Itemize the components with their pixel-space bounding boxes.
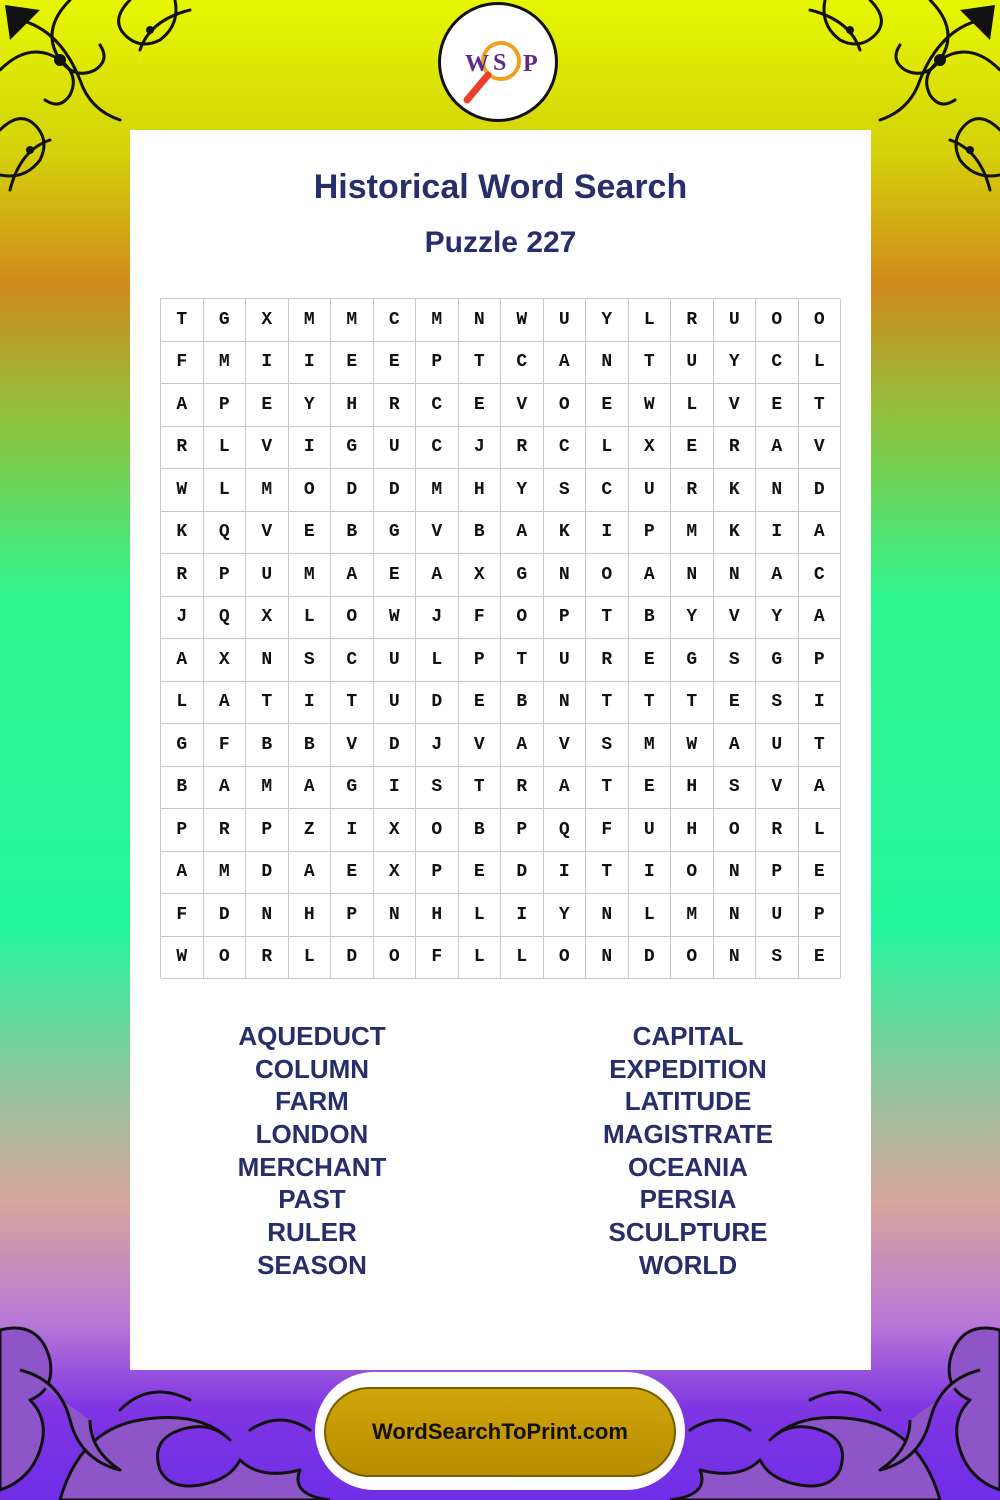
grid-cell[interactable]: B: [459, 512, 502, 555]
grid-cell[interactable]: E: [756, 384, 799, 427]
grid-cell[interactable]: I: [544, 852, 587, 895]
grid-cell[interactable]: D: [331, 937, 374, 980]
grid-cell[interactable]: I: [629, 852, 672, 895]
grid-cell[interactable]: T: [586, 852, 629, 895]
logo-letter-w: W: [465, 51, 489, 77]
grid-cell[interactable]: U: [756, 894, 799, 937]
grid-cell[interactable]: T: [799, 384, 842, 427]
grid-cell[interactable]: P: [501, 809, 544, 852]
puzzle-number: Puzzle 227: [424, 226, 577, 259]
grid-cell[interactable]: I: [331, 809, 374, 852]
grid-cell[interactable]: T: [459, 767, 502, 810]
grid-cell[interactable]: V: [544, 724, 587, 767]
grid-cell[interactable]: R: [501, 767, 544, 810]
grid-cell[interactable]: C: [586, 469, 629, 512]
grid-cell[interactable]: U: [246, 554, 289, 597]
grid-cell[interactable]: R: [374, 384, 417, 427]
grid-cell[interactable]: E: [459, 384, 502, 427]
grid-cell[interactable]: L: [289, 937, 332, 980]
grid-cell[interactable]: K: [544, 512, 587, 555]
grid-cell[interactable]: S: [714, 639, 757, 682]
grid-cell[interactable]: P: [204, 384, 247, 427]
grid-cell[interactable]: F: [459, 597, 502, 640]
grid-cell[interactable]: G: [331, 427, 374, 470]
word-item: COLUMN: [254, 1053, 370, 1084]
grid-cell[interactable]: E: [374, 554, 417, 597]
grid-cell[interactable]: C: [544, 427, 587, 470]
grid-cell[interactable]: K: [714, 469, 757, 512]
grid-cell[interactable]: N: [544, 554, 587, 597]
grid-cell[interactable]: A: [289, 767, 332, 810]
grid-cell[interactable]: R: [246, 937, 289, 980]
grid-cell[interactable]: E: [714, 682, 757, 725]
grid-cell[interactable]: L: [204, 469, 247, 512]
page-title: Historical Word Search: [313, 168, 688, 206]
grid-cell[interactable]: D: [799, 469, 842, 512]
grid-cell[interactable]: P: [799, 894, 842, 937]
grid-cell[interactable]: U: [374, 682, 417, 725]
grid-cell[interactable]: E: [799, 852, 842, 895]
grid-cell[interactable]: T: [671, 682, 714, 725]
grid-cell[interactable]: O: [671, 852, 714, 895]
grid-cell[interactable]: Q: [544, 809, 587, 852]
grid-cell[interactable]: A: [161, 384, 204, 427]
grid-cell[interactable]: M: [204, 852, 247, 895]
grid-cell[interactable]: Y: [714, 342, 757, 385]
grid-cell[interactable]: I: [289, 342, 332, 385]
grid-cell[interactable]: Y: [289, 384, 332, 427]
grid-cell[interactable]: V: [246, 427, 289, 470]
grid-cell[interactable]: E: [629, 767, 672, 810]
grid-cell[interactable]: T: [501, 639, 544, 682]
grid-cell[interactable]: A: [629, 554, 672, 597]
grid-cell[interactable]: D: [246, 852, 289, 895]
grid-cell[interactable]: E: [799, 937, 842, 980]
grid-cell[interactable]: A: [799, 597, 842, 640]
grid-cell[interactable]: E: [459, 852, 502, 895]
grid-cell[interactable]: B: [501, 682, 544, 725]
grid-cell[interactable]: U: [544, 299, 587, 342]
grid-cell[interactable]: R: [501, 427, 544, 470]
grid-cell[interactable]: U: [544, 639, 587, 682]
logo-letter-p: P: [523, 51, 538, 77]
grid-cell[interactable]: N: [714, 937, 757, 980]
grid-cell[interactable]: H: [459, 469, 502, 512]
grid-cell[interactable]: M: [416, 299, 459, 342]
grid-cell[interactable]: L: [459, 937, 502, 980]
grid-cell[interactable]: O: [501, 597, 544, 640]
grid-cell[interactable]: U: [714, 299, 757, 342]
grid-cell[interactable]: R: [204, 809, 247, 852]
grid-cell[interactable]: A: [544, 767, 587, 810]
grid-cell[interactable]: M: [416, 469, 459, 512]
grid-cell[interactable]: N: [714, 554, 757, 597]
grid-cell[interactable]: C: [374, 299, 417, 342]
grid-cell[interactable]: R: [671, 299, 714, 342]
word-item: SEASON: [257, 1249, 367, 1280]
grid-cell[interactable]: J: [459, 427, 502, 470]
grid-cell[interactable]: N: [586, 342, 629, 385]
grid-cell[interactable]: P: [416, 852, 459, 895]
grid-cell[interactable]: I: [799, 682, 842, 725]
grid-cell[interactable]: E: [374, 342, 417, 385]
grid-cell[interactable]: B: [289, 724, 332, 767]
grid-cell[interactable]: T: [629, 342, 672, 385]
grid-cell[interactable]: E: [331, 342, 374, 385]
word-item: MAGISTRATE: [603, 1119, 773, 1150]
grid-cell[interactable]: T: [459, 342, 502, 385]
grid-cell[interactable]: S: [714, 767, 757, 810]
grid-cell[interactable]: V: [799, 427, 842, 470]
grid-cell[interactable]: D: [331, 469, 374, 512]
grid-cell[interactable]: D: [416, 682, 459, 725]
word-item: LONDON: [255, 1119, 369, 1150]
grid-cell[interactable]: A: [416, 554, 459, 597]
logo-letter-s: S: [493, 50, 507, 76]
grid-cell[interactable]: M: [289, 299, 332, 342]
grid-cell[interactable]: T: [161, 299, 204, 342]
grid-cell[interactable]: E: [459, 682, 502, 725]
grid-cell[interactable]: P: [416, 342, 459, 385]
grid-cell[interactable]: T: [629, 682, 672, 725]
grid-cell[interactable]: O: [756, 299, 799, 342]
grid-cell[interactable]: J: [416, 597, 459, 640]
grid-cell[interactable]: I: [246, 342, 289, 385]
grid-cell[interactable]: V: [416, 512, 459, 555]
grid-cell[interactable]: P: [331, 894, 374, 937]
grid-cell[interactable]: P: [459, 639, 502, 682]
grid-cell[interactable]: O: [671, 937, 714, 980]
grid-cell[interactable]: N: [671, 554, 714, 597]
grid-cell[interactable]: D: [629, 937, 672, 980]
grid-cell[interactable]: X: [374, 852, 417, 895]
grid-cell[interactable]: X: [246, 299, 289, 342]
grid-cell[interactable]: S: [586, 724, 629, 767]
grid-cell[interactable]: U: [374, 427, 417, 470]
grid-cell[interactable]: O: [289, 469, 332, 512]
grid-cell[interactable]: V: [331, 724, 374, 767]
grid-cell[interactable]: D: [204, 894, 247, 937]
grid-cell[interactable]: N: [246, 639, 289, 682]
grid-cell[interactable]: I: [289, 427, 332, 470]
grid-cell[interactable]: C: [416, 427, 459, 470]
grid-cell[interactable]: B: [161, 767, 204, 810]
grid-cell[interactable]: Q: [204, 512, 247, 555]
grid-cell[interactable]: Y: [501, 469, 544, 512]
grid-cell[interactable]: P: [204, 554, 247, 597]
grid-cell[interactable]: O: [586, 554, 629, 597]
grid-cell[interactable]: L: [799, 342, 842, 385]
grid-cell[interactable]: B: [246, 724, 289, 767]
grid-cell[interactable]: X: [629, 427, 672, 470]
grid-cell[interactable]: O: [799, 299, 842, 342]
grid-cell[interactable]: F: [161, 342, 204, 385]
grid-cell[interactable]: Z: [289, 809, 332, 852]
grid-cell[interactable]: A: [204, 682, 247, 725]
grid-cell[interactable]: N: [544, 682, 587, 725]
grid-cell[interactable]: W: [161, 469, 204, 512]
grid-cell[interactable]: R: [756, 809, 799, 852]
grid-cell[interactable]: X: [204, 639, 247, 682]
grid-cell[interactable]: L: [671, 384, 714, 427]
grid-cell[interactable]: M: [204, 342, 247, 385]
grid-cell[interactable]: T: [331, 682, 374, 725]
word-item: WORLD: [638, 1249, 738, 1280]
grid-cell[interactable]: P: [161, 809, 204, 852]
grid-cell[interactable]: X: [374, 809, 417, 852]
grid-cell[interactable]: N: [714, 894, 757, 937]
grid-cell[interactable]: B: [629, 597, 672, 640]
grid-cell[interactable]: H: [289, 894, 332, 937]
magnifier-icon: [441, 5, 555, 119]
grid-cell[interactable]: E: [331, 852, 374, 895]
grid-cell[interactable]: S: [289, 639, 332, 682]
grid-cell[interactable]: A: [714, 724, 757, 767]
grid-cell[interactable]: V: [756, 767, 799, 810]
grid-cell[interactable]: G: [161, 724, 204, 767]
grid-cell[interactable]: M: [246, 469, 289, 512]
grid-cell[interactable]: V: [714, 597, 757, 640]
grid-cell[interactable]: R: [586, 639, 629, 682]
grid-cell[interactable]: C: [501, 342, 544, 385]
word-item: PAST: [278, 1184, 346, 1215]
grid-cell[interactable]: M: [671, 512, 714, 555]
grid-cell[interactable]: F: [586, 809, 629, 852]
grid-cell[interactable]: L: [161, 682, 204, 725]
grid-cell[interactable]: U: [756, 724, 799, 767]
grid-cell[interactable]: O: [544, 384, 587, 427]
grid-cell[interactable]: A: [799, 767, 842, 810]
grid-cell[interactable]: G: [501, 554, 544, 597]
word-item: MERCHANT: [237, 1151, 387, 1182]
grid-cell[interactable]: M: [671, 894, 714, 937]
grid-cell[interactable]: S: [756, 682, 799, 725]
grid-cell[interactable]: T: [586, 597, 629, 640]
grid-cell[interactable]: L: [799, 809, 842, 852]
grid-cell[interactable]: E: [671, 427, 714, 470]
word-item: AQUEDUCT: [238, 1021, 386, 1051]
grid-cell[interactable]: H: [671, 767, 714, 810]
grid-cell[interactable]: A: [161, 852, 204, 895]
grid-cell[interactable]: X: [459, 554, 502, 597]
grid-cell[interactable]: A: [204, 767, 247, 810]
grid-cell[interactable]: X: [246, 597, 289, 640]
grid-cell[interactable]: P: [246, 809, 289, 852]
grid-cell[interactable]: O: [374, 937, 417, 980]
grid-cell[interactable]: T: [586, 767, 629, 810]
word-list-right: [538, 1020, 838, 1282]
word-item: LATITUDE: [624, 1086, 752, 1117]
grid-cell[interactable]: T: [586, 682, 629, 725]
grid-cell[interactable]: A: [799, 512, 842, 555]
word-item: RULER: [267, 1217, 357, 1248]
grid-cell[interactable]: A: [756, 554, 799, 597]
grid-cell[interactable]: K: [714, 512, 757, 555]
grid-cell[interactable]: L: [289, 597, 332, 640]
grid-cell[interactable]: O: [544, 937, 587, 980]
grid-cell[interactable]: N: [586, 894, 629, 937]
puzzle-panel: [130, 130, 871, 1370]
grid-cell[interactable]: R: [671, 469, 714, 512]
grid-cell[interactable]: M: [246, 767, 289, 810]
grid-cell[interactable]: C: [756, 342, 799, 385]
word-item: CAPITAL: [632, 1021, 744, 1051]
grid-cell[interactable]: L: [204, 427, 247, 470]
grid-cell[interactable]: Y: [671, 597, 714, 640]
site-link-button[interactable]: WordSearchToPrint.com: [324, 1387, 676, 1477]
grid-cell[interactable]: R: [161, 427, 204, 470]
word-item: PERSIA: [639, 1184, 737, 1215]
grid-cell[interactable]: C: [799, 554, 842, 597]
grid-cell[interactable]: I: [374, 767, 417, 810]
grid-cell[interactable]: E: [586, 384, 629, 427]
grid-cell[interactable]: A: [501, 512, 544, 555]
grid-cell[interactable]: U: [671, 342, 714, 385]
grid-cell[interactable]: R: [714, 427, 757, 470]
grid-cell[interactable]: N: [586, 937, 629, 980]
grid-cell[interactable]: O: [714, 809, 757, 852]
word-list-left: [162, 1020, 462, 1282]
grid-cell[interactable]: B: [331, 512, 374, 555]
grid-cell[interactable]: W: [501, 299, 544, 342]
grid-cell[interactable]: E: [246, 384, 289, 427]
grid-cell[interactable]: N: [714, 852, 757, 895]
grid-cell[interactable]: T: [799, 724, 842, 767]
grid-cell[interactable]: V: [501, 384, 544, 427]
grid-cell[interactable]: Y: [544, 894, 587, 937]
grid-cell[interactable]: Y: [756, 597, 799, 640]
grid-cell[interactable]: O: [204, 937, 247, 980]
grid-cell[interactable]: P: [756, 852, 799, 895]
word-item: EXPEDITION: [609, 1053, 767, 1084]
grid-cell[interactable]: T: [246, 682, 289, 725]
word-item: FARM: [275, 1086, 349, 1117]
grid-cell[interactable]: E: [629, 639, 672, 682]
grid-cell[interactable]: P: [799, 639, 842, 682]
grid-cell[interactable]: D: [374, 724, 417, 767]
grid-cell[interactable]: F: [416, 937, 459, 980]
grid-cell[interactable]: E: [289, 512, 332, 555]
grid-cell[interactable]: F: [161, 894, 204, 937]
grid-cell[interactable]: U: [629, 469, 672, 512]
grid-cell[interactable]: P: [629, 512, 672, 555]
grid-cell[interactable]: W: [374, 597, 417, 640]
letter-grid: [160, 298, 840, 978]
grid-cell[interactable]: L: [459, 894, 502, 937]
grid-cell[interactable]: N: [246, 894, 289, 937]
site-logo: [438, 2, 558, 122]
grid-cell[interactable]: S: [416, 767, 459, 810]
grid-cell[interactable]: L: [501, 937, 544, 980]
grid-cell[interactable]: H: [331, 384, 374, 427]
grid-cell[interactable]: G: [331, 767, 374, 810]
grid-cell[interactable]: D: [374, 469, 417, 512]
grid-cell[interactable]: F: [204, 724, 247, 767]
grid-cell[interactable]: C: [331, 639, 374, 682]
grid-cell[interactable]: K: [161, 512, 204, 555]
grid-cell[interactable]: Y: [586, 299, 629, 342]
grid-cell[interactable]: I: [501, 894, 544, 937]
grid-cell[interactable]: U: [629, 809, 672, 852]
grid-cell[interactable]: B: [459, 809, 502, 852]
grid-cell[interactable]: M: [289, 554, 332, 597]
grid-cell[interactable]: U: [374, 639, 417, 682]
grid-cell[interactable]: S: [544, 469, 587, 512]
grid-cell[interactable]: D: [501, 852, 544, 895]
grid-cell[interactable]: A: [161, 639, 204, 682]
grid-cell[interactable]: A: [289, 852, 332, 895]
grid-cell[interactable]: W: [629, 384, 672, 427]
grid-cell[interactable]: G: [204, 299, 247, 342]
grid-cell[interactable]: L: [629, 894, 672, 937]
grid-cell[interactable]: N: [459, 299, 502, 342]
grid-cell[interactable]: V: [714, 384, 757, 427]
grid-cell[interactable]: G: [756, 639, 799, 682]
grid-cell[interactable]: C: [416, 384, 459, 427]
grid-cell[interactable]: I: [586, 512, 629, 555]
grid-cell[interactable]: G: [374, 512, 417, 555]
grid-cell[interactable]: L: [586, 427, 629, 470]
grid-cell[interactable]: L: [629, 299, 672, 342]
grid-cell[interactable]: A: [331, 554, 374, 597]
grid-cell[interactable]: O: [331, 597, 374, 640]
grid-cell[interactable]: I: [289, 682, 332, 725]
grid-cell[interactable]: G: [671, 639, 714, 682]
grid-cell[interactable]: L: [416, 639, 459, 682]
grid-cell[interactable]: M: [629, 724, 672, 767]
grid-cell[interactable]: H: [671, 809, 714, 852]
grid-cell[interactable]: I: [756, 512, 799, 555]
grid-cell[interactable]: M: [331, 299, 374, 342]
grid-cell[interactable]: A: [756, 427, 799, 470]
word-item: OCEANIA: [628, 1151, 748, 1182]
grid-cell[interactable]: N: [756, 469, 799, 512]
grid-cell[interactable]: W: [671, 724, 714, 767]
grid-cell[interactable]: V: [459, 724, 502, 767]
grid-cell[interactable]: V: [246, 512, 289, 555]
grid-cell[interactable]: S: [756, 937, 799, 980]
grid-cell[interactable]: P: [544, 597, 587, 640]
grid-cell[interactable]: O: [416, 809, 459, 852]
grid-cell[interactable]: W: [161, 937, 204, 980]
grid-cell[interactable]: A: [544, 342, 587, 385]
grid-cell[interactable]: J: [416, 724, 459, 767]
grid-cell[interactable]: N: [374, 894, 417, 937]
grid-cell[interactable]: H: [416, 894, 459, 937]
word-item: SCULPTURE: [608, 1217, 768, 1248]
grid-cell[interactable]: R: [161, 554, 204, 597]
grid-cell[interactable]: J: [161, 597, 204, 640]
grid-cell[interactable]: Q: [204, 597, 247, 640]
grid-cell[interactable]: A: [501, 724, 544, 767]
